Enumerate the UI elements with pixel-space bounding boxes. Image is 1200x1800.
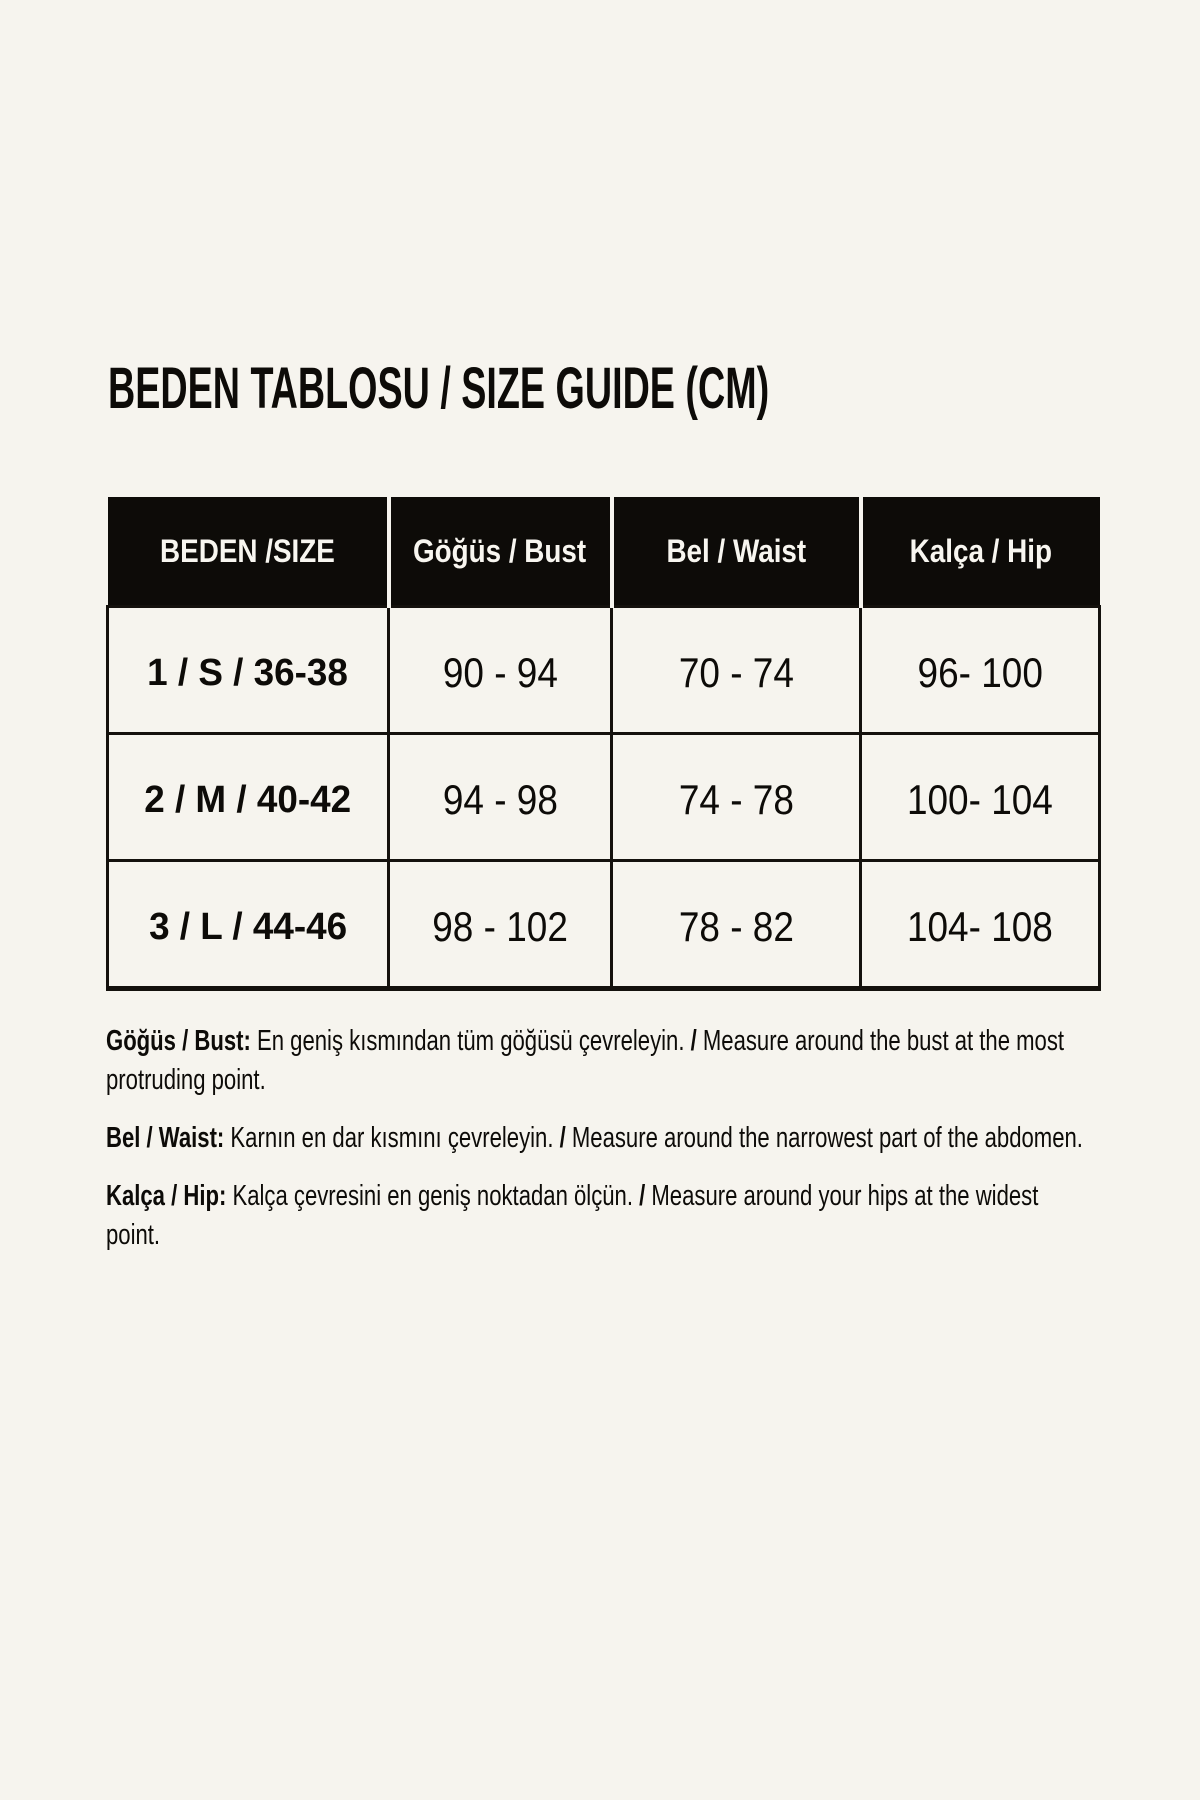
header-cell-size: [108, 497, 389, 607]
cell-bust-s-value: 90 - 94: [442, 649, 558, 696]
cell-bust-s: [389, 607, 612, 734]
header-cell-bust: [389, 497, 612, 607]
note-bust-separator: /: [690, 1025, 697, 1057]
note-waist-english: Measure around the narrowest part of the abdomen.: [571, 1122, 1083, 1154]
note-waist-separator: /: [559, 1122, 566, 1154]
note-bust-turkish: En geniş kısmından tüm göğüsü çevreleyin.: [257, 1025, 685, 1057]
cell-waist-l-value: 78 - 82: [678, 903, 794, 950]
cell-hip-l: [861, 861, 1100, 989]
note-waist: [106, 1119, 1097, 1158]
header-cell-bust-label: Göğüs / Bust: [413, 532, 587, 569]
measurement-notes: [106, 1022, 1097, 1274]
cell-waist-s: [612, 607, 861, 734]
cell-size-s-value: 1 / S / 36-38: [147, 651, 349, 694]
cell-size-s: [108, 607, 389, 734]
table-row-l: [108, 861, 1100, 989]
page-title: [108, 356, 1125, 421]
header-cell-size-label: BEDEN /SIZE: [159, 532, 335, 569]
table-row-s: [108, 607, 1100, 734]
header-cell-waist: [612, 497, 861, 607]
cell-waist-l: [612, 861, 861, 989]
cell-hip-m-value: 100- 104: [907, 776, 1053, 823]
note-hip: [106, 1177, 1097, 1255]
cell-waist-m-value: 74 - 78: [678, 776, 794, 823]
size-table: [106, 497, 1101, 991]
note-hip-english: Measure around your hips at the widest point.: [106, 1180, 1039, 1251]
cell-bust-l-value: 98 - 102: [432, 903, 568, 950]
note-hip-separator: /: [639, 1180, 646, 1212]
cell-size-l: [108, 861, 389, 989]
cell-bust-m: [389, 734, 612, 861]
cell-hip-s: [861, 607, 1100, 734]
table-row-m: [108, 734, 1100, 861]
cell-waist-m: [612, 734, 861, 861]
note-waist-turkish: Karnın en dar kısmını çevreleyin.: [230, 1122, 554, 1154]
cell-size-l-value: 3 / L / 44-46: [148, 905, 348, 948]
note-bust-english: Measure around the bust at the most protruding point.: [106, 1025, 1065, 1096]
cell-size-m-value: 2 / M / 40-42: [144, 778, 352, 821]
cell-size-m: [108, 734, 389, 861]
cell-bust-l: [389, 861, 612, 989]
note-waist-label: Bel / Waist:: [106, 1122, 225, 1154]
cell-hip-l-value: 104- 108: [907, 903, 1053, 950]
size-table-header-row: [108, 497, 1100, 607]
cell-hip-m: [861, 734, 1100, 861]
header-cell-hip: [861, 497, 1100, 607]
note-bust-label: Göğüs / Bust:: [106, 1025, 251, 1057]
cell-bust-m-value: 94 - 98: [442, 776, 558, 823]
cell-waist-s-value: 70 - 74: [678, 649, 794, 696]
cell-hip-s-value: 96- 100: [917, 649, 1043, 696]
note-bust: [106, 1022, 1097, 1100]
note-hip-turkish: Kalça çevresini en geniş noktadan ölçün.: [232, 1180, 633, 1212]
page-title-text: BEDEN TABLOSU / SIZE GUIDE (CM): [108, 356, 770, 421]
header-cell-waist-label: Bel / Waist: [666, 532, 806, 569]
note-hip-label: Kalça / Hip:: [106, 1180, 227, 1212]
header-cell-hip-label: Kalça / Hip: [909, 532, 1053, 569]
